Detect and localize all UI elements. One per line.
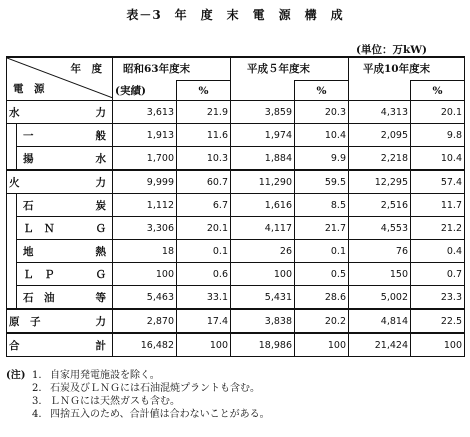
- row-label-left: 石 油: [23, 291, 55, 304]
- table-row: [7, 286, 465, 310]
- table-body: [7, 101, 465, 357]
- table-row: [7, 101, 465, 124]
- cell-v1: 1,913: [113, 124, 177, 147]
- row-label-cell: [17, 217, 113, 240]
- note-number: 4.: [32, 409, 42, 420]
- cell-p2: 8.5: [295, 194, 349, 217]
- note-number: 1.: [32, 370, 42, 381]
- col1-pct-header: %: [177, 81, 231, 101]
- indent-spacer: [7, 240, 17, 263]
- row-label-cell: [17, 124, 113, 147]
- cell-v2: 4,117: [231, 217, 295, 240]
- cell-v1: 2,870: [113, 309, 177, 333]
- row-label-left: 原 子: [9, 315, 41, 328]
- cell-p3: 9.8: [411, 124, 465, 147]
- cell-p1: 0.1: [177, 240, 231, 263]
- cell-v1: 1,112: [113, 194, 177, 217]
- cell-v3: 4,313: [349, 101, 411, 124]
- cell-p2: 0.5: [295, 263, 349, 286]
- table-row: [7, 124, 465, 147]
- row-label-right: 炭: [95, 199, 106, 212]
- corner-header-cell: [7, 57, 113, 101]
- cell-v3: 21,424: [349, 333, 411, 357]
- table-row: [7, 333, 465, 357]
- cell-p2: 100: [295, 333, 349, 357]
- cell-p2: 59.5: [295, 170, 349, 194]
- row-label-right: 般: [95, 129, 106, 142]
- cell-p2: 20.2: [295, 309, 349, 333]
- note-item: [6, 382, 270, 395]
- col2-header: [231, 57, 349, 81]
- row-label-left: Ｌ Ｎ: [23, 222, 55, 235]
- row-label-left: 揚: [23, 152, 34, 165]
- cell-v2: 1,884: [231, 147, 295, 171]
- cell-v1: 100: [113, 263, 177, 286]
- col2-sub-cell: [231, 81, 295, 101]
- cell-v3: 76: [349, 240, 411, 263]
- row-label-right: 水: [95, 152, 106, 165]
- col1-header: [113, 57, 231, 81]
- indent-spacer: [7, 263, 17, 286]
- cell-p1: 60.7: [177, 170, 231, 194]
- cell-v3: 4,553: [349, 217, 411, 240]
- cell-p2: 0.1: [295, 240, 349, 263]
- cell-p2: 21.7: [295, 217, 349, 240]
- indent-spacer: [7, 194, 17, 217]
- row-label-cell: [17, 286, 113, 310]
- cell-v3: 2,516: [349, 194, 411, 217]
- cell-v2: 11,290: [231, 170, 295, 194]
- cell-p1: 0.6: [177, 263, 231, 286]
- cell-v2: 100: [231, 263, 295, 286]
- col3-pct-header: %: [411, 81, 465, 101]
- unit-label: (単位：万kW): [356, 44, 428, 56]
- corner-year-label: 年 度: [70, 63, 102, 75]
- note-item: [6, 395, 270, 408]
- cell-p3: 100: [411, 333, 465, 357]
- row-label-cell: [17, 147, 113, 171]
- row-label-left: Ｌ Ｐ: [23, 268, 55, 281]
- cell-v2: 5,431: [231, 286, 295, 310]
- cell-v1: 3,613: [113, 101, 177, 124]
- cell-v2: 3,859: [231, 101, 295, 124]
- cell-v1: 18: [113, 240, 177, 263]
- cell-v2: 1,616: [231, 194, 295, 217]
- cell-p3: 20.1: [411, 101, 465, 124]
- row-label-right: 熱: [95, 245, 106, 258]
- row-label-left: 火: [9, 176, 20, 189]
- cell-v1: 5,463: [113, 286, 177, 310]
- cell-v1: 3,306: [113, 217, 177, 240]
- col3-title: 平成10年度末: [363, 63, 431, 75]
- row-label-cell: [7, 101, 113, 124]
- cell-v3: 150: [349, 263, 411, 286]
- cell-v2: 1,974: [231, 124, 295, 147]
- indent-spacer: [7, 217, 17, 240]
- cell-v3: 2,095: [349, 124, 411, 147]
- col2-pct-header: %: [295, 81, 349, 101]
- cell-p2: 20.3: [295, 101, 349, 124]
- cell-v3: 2,218: [349, 147, 411, 171]
- row-label-right: 力: [95, 176, 106, 189]
- cell-p1: 6.7: [177, 194, 231, 217]
- cell-p1: 33.1: [177, 286, 231, 310]
- notes: [6, 369, 270, 421]
- cell-p1: 21.9: [177, 101, 231, 124]
- indent-spacer: [7, 286, 17, 310]
- row-label-right: Ｇ: [95, 268, 106, 281]
- table-title: 表－3 年 度 末 電 源 構 成: [126, 8, 344, 22]
- table-row: [7, 309, 465, 333]
- note-text: 四捨五入のため、合計値は合わないことがある。: [50, 409, 270, 420]
- cell-p3: 10.4: [411, 147, 465, 171]
- col1-sub-cell: [113, 81, 177, 101]
- note-text: 石炭及びＬＮＧには石油混焼プラントも含む。: [50, 383, 260, 394]
- indent-spacer: [7, 124, 17, 147]
- cell-p3: 21.2: [411, 217, 465, 240]
- cell-p3: 57.4: [411, 170, 465, 194]
- cell-p3: 23.3: [411, 286, 465, 310]
- cell-p2: 9.9: [295, 147, 349, 171]
- cell-p3: 0.4: [411, 240, 465, 263]
- col3-sub-cell: [349, 81, 411, 101]
- cell-p3: 11.7: [411, 194, 465, 217]
- table-row: [7, 194, 465, 217]
- cell-v3: 12,295: [349, 170, 411, 194]
- col3-header: [349, 57, 465, 81]
- cell-v3: 4,814: [349, 309, 411, 333]
- row-label-cell: [7, 309, 113, 333]
- cell-p1: 10.3: [177, 147, 231, 171]
- row-label-cell: [7, 333, 113, 357]
- note-text: 自家用発電施設を除く。: [50, 370, 160, 381]
- cell-v2: 3,838: [231, 309, 295, 333]
- cell-p1: 17.4: [177, 309, 231, 333]
- indent-spacer: [7, 147, 17, 171]
- row-label-right: Ｇ: [95, 222, 106, 235]
- row-label-left: 地: [23, 245, 34, 258]
- note-number: 2.: [32, 383, 42, 394]
- cell-p2: 10.4: [295, 124, 349, 147]
- cell-p2: 28.6: [295, 286, 349, 310]
- row-label-cell: [17, 263, 113, 286]
- cell-p1: 11.6: [177, 124, 231, 147]
- row-label-cell: [17, 240, 113, 263]
- col2-title: 平成５年度末: [247, 63, 310, 75]
- cell-v2: 26: [231, 240, 295, 263]
- col1-subtitle: (実績): [115, 84, 146, 97]
- cell-p1: 100: [177, 333, 231, 357]
- cell-p1: 20.1: [177, 217, 231, 240]
- notes-lead: (注): [6, 370, 26, 381]
- row-label-left: 一: [23, 129, 34, 142]
- note-item: [6, 369, 270, 382]
- table-row: [7, 147, 465, 171]
- col1-title: 昭和63年度末: [123, 63, 191, 75]
- power-source-table: [6, 56, 465, 357]
- table-row: [7, 170, 465, 194]
- row-label-right: 等: [95, 291, 106, 304]
- row-label-right: 力: [95, 106, 106, 119]
- table-row: [7, 240, 465, 263]
- note-text: ＬＮＧには天然ガスも含む。: [50, 396, 180, 407]
- row-label-left: 合: [9, 339, 20, 352]
- note-item: [6, 408, 270, 421]
- table-row: [7, 217, 465, 240]
- cell-v1: 9,999: [113, 170, 177, 194]
- row-label-right: 計: [95, 339, 106, 352]
- cell-v1: 1,700: [113, 147, 177, 171]
- corner-source-label: 電 源: [13, 83, 45, 95]
- table-row: [7, 263, 465, 286]
- cell-v3: 5,002: [349, 286, 411, 310]
- note-number: 3.: [32, 396, 42, 407]
- cell-v2: 18,986: [231, 333, 295, 357]
- cell-p3: 0.7: [411, 263, 465, 286]
- cell-p3: 22.5: [411, 309, 465, 333]
- row-label-cell: [17, 194, 113, 217]
- header-row-1: [7, 57, 465, 81]
- row-label-cell: [7, 170, 113, 194]
- row-label-right: 力: [95, 315, 106, 328]
- row-label-left: 石: [23, 199, 34, 212]
- cell-v1: 16,482: [113, 333, 177, 357]
- row-label-left: 水: [9, 106, 20, 119]
